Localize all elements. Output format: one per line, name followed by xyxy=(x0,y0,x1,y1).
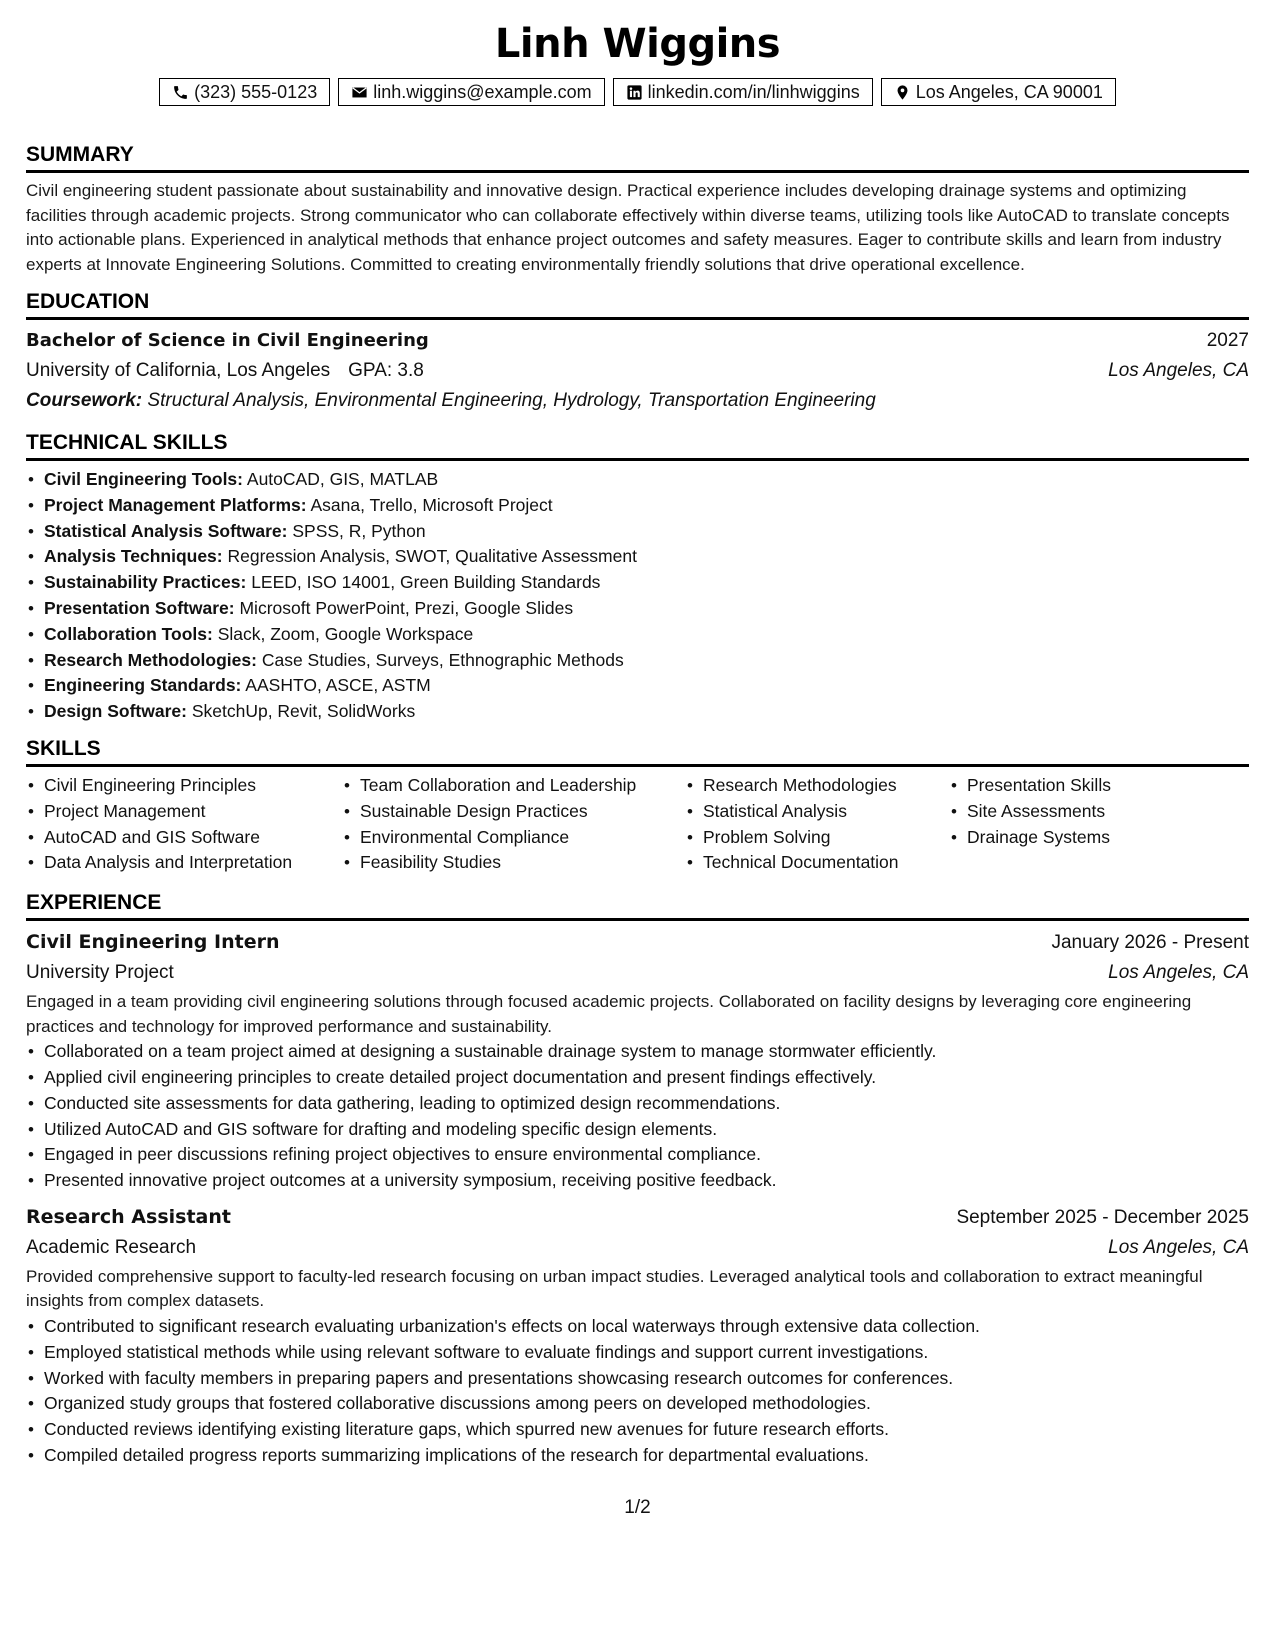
list-item xyxy=(44,493,1249,519)
list-item: • Data Analysis and Interpretation xyxy=(44,850,342,876)
list-item xyxy=(44,570,1249,596)
list-item: • Sustainable Design Practices xyxy=(360,799,685,825)
skill-values: SPSS, R, Python xyxy=(292,520,426,541)
skill-category: Civil Engineering Tools: xyxy=(44,469,243,489)
summary-text: Civil engineering student passionate about sustainability and innovative design. Practical experience includes developing drainage systems and optimizing facilities through academic projects. Strong communicator who can collaborate effectively within diverse teams, utilizing tools like AutoCAD to translate concepts into actionable plans. Experienced in analytical methods that enhance project outcomes and safety measures. Eager to contribute skills and learn from industry experts at Innovate Engineering Solutions. Committed to creating environmentally friendly solutions that drive operational excellence. xyxy=(26,181,1230,274)
skill-values: Slack, Zoom, Google Workspace xyxy=(217,623,474,644)
contact-bar xyxy=(26,78,1249,106)
skill-values: AutoCAD, GIS, MATLAB xyxy=(246,469,439,489)
job-header-row xyxy=(26,1202,1249,1233)
list-item: • Contributed to significant research evaluating urbanization's effects on local waterways through extensive data collection. xyxy=(44,1314,1249,1340)
list-item: • Team Collaboration and Leadership xyxy=(360,773,685,799)
education-school-row xyxy=(26,356,1249,386)
contact-location-text: Los Angeles, CA 90001 xyxy=(915,82,1103,102)
skill-values: LEED, ISO 14001, Green Building Standards xyxy=(251,572,601,593)
contact-email-text: linh.wiggins@example.com xyxy=(373,82,592,102)
skill-category: Presentation Software: xyxy=(44,597,235,618)
job-location: Los Angeles, CA xyxy=(1108,1236,1249,1258)
list-item xyxy=(44,519,1249,545)
list-item: • Employed statistical methods while using relevant software to evaluate findings and support current investigations. xyxy=(44,1340,1249,1366)
skills-column-1 xyxy=(26,773,342,876)
list-item: • Feasibility Studies xyxy=(360,850,685,876)
skill-category: Sustainability Practices: xyxy=(44,572,247,593)
list-item xyxy=(44,596,1249,622)
list-item: • Organized study groups that fostered collaborative discussions among peers on developed methodologies. xyxy=(44,1391,1249,1417)
list-item: • Site Assessments xyxy=(967,799,1227,825)
skill-category: Statistical Analysis Software: xyxy=(44,520,288,541)
skills-column-3 xyxy=(685,773,949,876)
list-item xyxy=(44,673,1249,699)
list-item: • Project Management xyxy=(44,799,342,825)
envelope-icon xyxy=(351,84,368,101)
list-item: • Presentation Skills xyxy=(967,773,1227,799)
list-item: • Presented innovative project outcomes at a university symposium, receiving positive feedback. xyxy=(44,1168,1249,1194)
contact-phone-text: (323) 555-0123 xyxy=(194,82,318,102)
job-summary: Engaged in a team providing civil engineering solutions through focused academic projects. Collaborated on facility designs by leveraging core engineering practices and technology for improved performance and sustainability. xyxy=(26,992,1192,1036)
degree-name: Bachelor of Science in Civil Engineering xyxy=(26,330,429,351)
list-item: • Worked with faculty members in preparing papers and presentations showcasing research outcomes for conferences. xyxy=(44,1366,1249,1392)
job-location: Los Angeles, CA xyxy=(1108,962,1249,984)
list-item: • Engaged in peer discussions refining project objectives to ensure environmental compliance. xyxy=(44,1142,1249,1168)
summary-section xyxy=(26,142,1249,277)
education-section xyxy=(26,289,1249,416)
experience-section xyxy=(26,890,1249,1469)
job-entry xyxy=(26,927,1249,1194)
coursework-label: Coursework: xyxy=(26,390,143,411)
skills-grid xyxy=(26,773,1249,876)
list-item: • Collaborated on a team project aimed at designing a sustainable drainage system to manage stormwater efficiently. xyxy=(44,1039,1249,1065)
list-item: • Statistical Analysis xyxy=(703,799,949,825)
list-item: • AutoCAD and GIS Software xyxy=(44,825,342,851)
experience-heading: EXPERIENCE xyxy=(26,890,1249,921)
technical-skills-heading: TECHNICAL SKILLS xyxy=(26,430,1249,461)
list-item xyxy=(44,622,1249,648)
list-item: • Research Methodologies xyxy=(703,773,949,799)
skills-column-4 xyxy=(949,773,1227,876)
list-item: • Environmental Compliance xyxy=(360,825,685,851)
job-bullets xyxy=(26,1039,1249,1194)
list-item xyxy=(44,648,1249,674)
list-item: • Technical Documentation xyxy=(703,850,949,876)
list-item: • Drainage Systems xyxy=(967,825,1227,851)
skill-values: SketchUp, Revit, SolidWorks xyxy=(191,701,416,722)
phone-icon xyxy=(172,84,189,101)
contact-email[interactable] xyxy=(338,78,604,106)
job-org-row xyxy=(26,1233,1249,1263)
list-item xyxy=(44,467,1249,493)
coursework-list: Structural Analysis, Environmental Engineering, Hydrology, Transportation Engineering xyxy=(147,390,876,411)
skill-values: Regression Analysis, SWOT, Qualitative Assessment xyxy=(227,546,637,567)
job-title: Research Assistant xyxy=(26,1205,231,1228)
contact-location xyxy=(881,78,1116,106)
job-header-row xyxy=(26,927,1249,958)
skill-values: Case Studies, Surveys, Ethnographic Methods xyxy=(261,649,624,670)
job-summary: Provided comprehensive support to faculty-led research focusing on urban impact studies. Leveraged analytical tools and collaboration to extract meaningful insights from complex datasets. xyxy=(26,1266,1203,1311)
skill-category: Project Management Platforms: xyxy=(44,494,307,515)
list-item: • Conducted site assessments for data gathering, leading to optimized design recommendations. xyxy=(44,1091,1249,1117)
gpa: GPA: 3.8 xyxy=(348,360,424,381)
contact-linkedin-text: linkedin.com/in/linhwiggins xyxy=(647,82,860,102)
linkedin-icon xyxy=(626,84,643,101)
skill-category: Design Software: xyxy=(44,701,187,722)
skill-category: Research Methodologies: xyxy=(44,649,257,670)
list-item: • Conducted reviews identifying existing literature gaps, which spurred new avenues for future research efforts. xyxy=(44,1417,1249,1443)
education-degree-row xyxy=(26,326,1249,356)
graduation-year: 2027 xyxy=(1206,330,1249,351)
job-organization: University Project xyxy=(26,962,174,984)
list-item: • Utilized AutoCAD and GIS software for drafting and modeling specific design elements. xyxy=(44,1117,1249,1143)
skill-category: Collaboration Tools: xyxy=(44,623,213,644)
list-item: • Civil Engineering Principles xyxy=(44,773,342,799)
list-item: • Problem Solving xyxy=(703,825,949,851)
skill-values: AASHTO, ASCE, ASTM xyxy=(245,675,431,696)
contact-linkedin[interactable] xyxy=(613,78,873,106)
map-pin-icon xyxy=(894,84,911,101)
job-dates: September 2025 - December 2025 xyxy=(956,1206,1249,1228)
summary-heading: SUMMARY xyxy=(26,142,1249,173)
contact-phone[interactable] xyxy=(159,78,330,106)
school-name: University of California, Los Angeles xyxy=(26,360,331,381)
skill-category: Engineering Standards: xyxy=(44,675,242,696)
list-item xyxy=(44,699,1249,725)
list-item: • Compiled detailed progress reports summarizing implications of the research for departmental evaluations. xyxy=(44,1443,1249,1469)
skills-column-2 xyxy=(342,773,685,876)
skills-section xyxy=(26,736,1249,876)
job-organization: Academic Research xyxy=(26,1236,197,1258)
job-bullets xyxy=(26,1314,1249,1469)
list-item: • Applied civil engineering principles to create detailed project documentation and present findings effectively. xyxy=(44,1065,1249,1091)
coursework xyxy=(26,386,1249,416)
job-org-row xyxy=(26,958,1249,988)
skill-values: Asana, Trello, Microsoft Project xyxy=(310,494,553,515)
skills-heading: SKILLS xyxy=(26,736,1249,767)
page-number: 1/2 xyxy=(624,1497,651,1518)
technical-skills-section xyxy=(26,430,1249,725)
school-location: Los Angeles, CA xyxy=(1108,360,1249,381)
candidate-name: Linh Wiggins xyxy=(494,21,781,67)
technical-skills-list xyxy=(26,467,1249,725)
skill-category: Analysis Techniques: xyxy=(44,546,223,567)
job-entry xyxy=(26,1202,1249,1469)
job-dates: January 2026 - Present xyxy=(1051,932,1249,954)
job-title: Civil Engineering Intern xyxy=(26,931,280,954)
list-item xyxy=(44,544,1249,570)
skill-values: Microsoft PowerPoint, Prezi, Google Slides xyxy=(239,597,574,618)
education-heading: EDUCATION xyxy=(26,289,1249,320)
